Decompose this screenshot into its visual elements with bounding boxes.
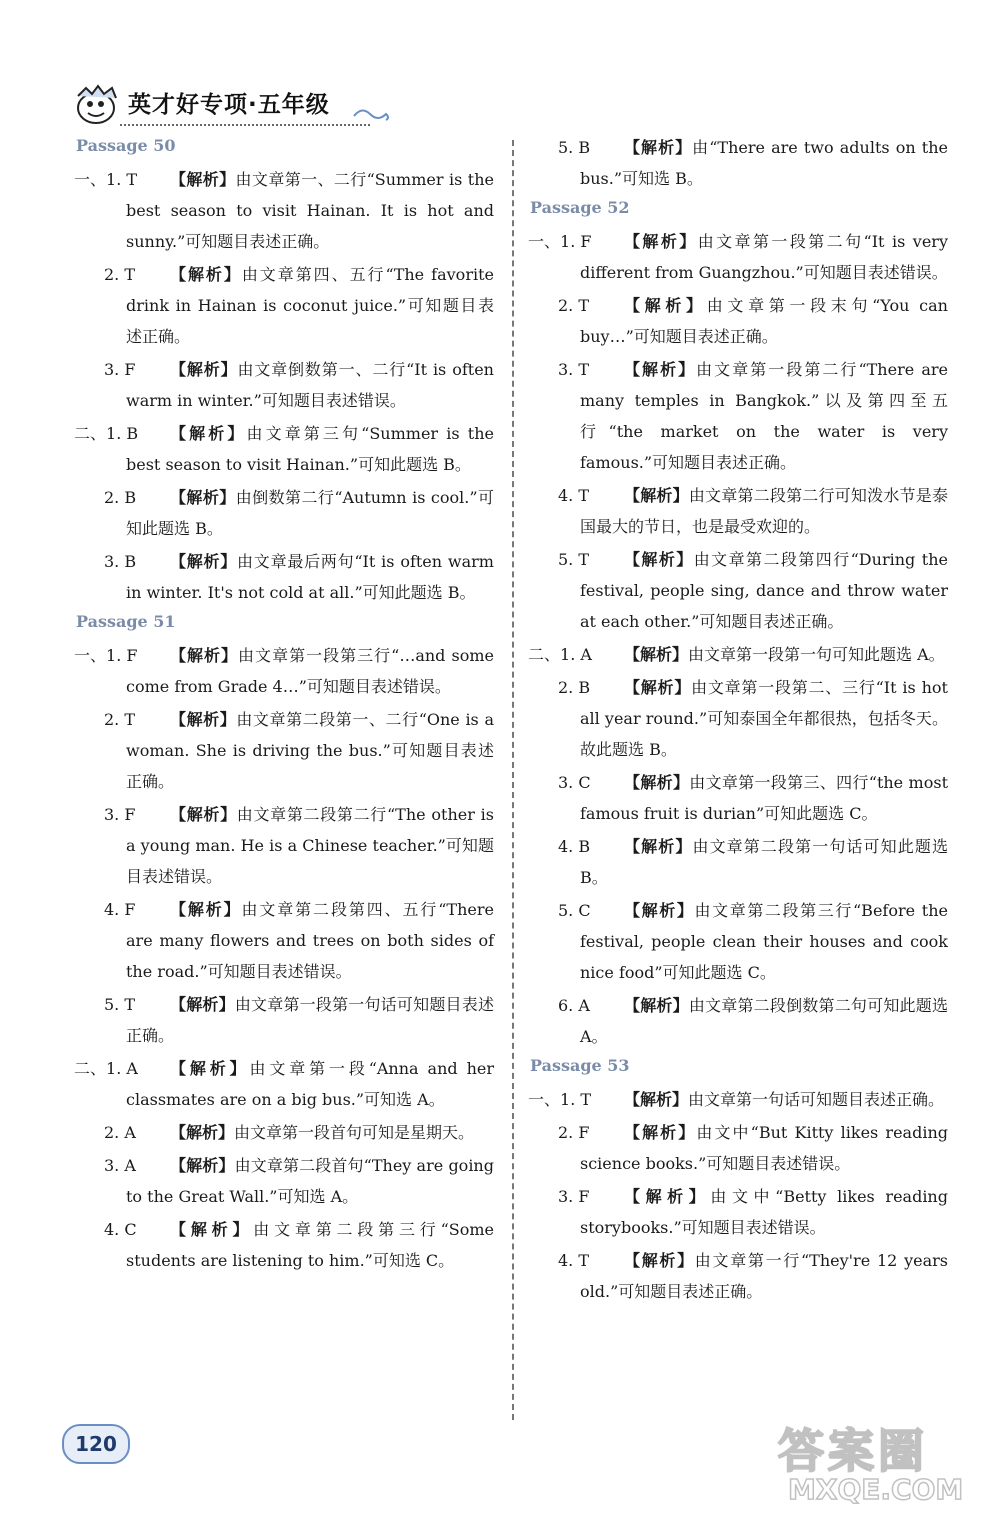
answer-key: 4. F bbox=[104, 900, 136, 919]
analysis-text: 由文章第一段第二句“It is very different from Guangzhou.”可知题目表述错误。 bbox=[580, 232, 948, 282]
analysis-text: 由文章第三句“Summer is the best season to visit Hainan.”可知此题选 B。 bbox=[126, 424, 494, 474]
analysis-tag: 【解析】 bbox=[170, 805, 237, 824]
watermark-chars: 答案圈 bbox=[778, 1424, 928, 1478]
answer-entry bbox=[74, 1150, 494, 1212]
answer-key: 1. T bbox=[106, 170, 138, 189]
analysis-tag: 【解析】 bbox=[624, 138, 693, 157]
analysis-tag: 【解析】 bbox=[170, 1220, 254, 1239]
section-marker: 一、 bbox=[528, 1090, 561, 1109]
answer-entry bbox=[74, 1117, 494, 1148]
answer-key: 6. A bbox=[558, 996, 590, 1015]
answer-entry bbox=[528, 672, 948, 765]
answer-entry bbox=[528, 1084, 948, 1115]
answer-entry bbox=[528, 544, 948, 637]
analysis-text: 由文章第一、二行“Summer is the best season to visit Hainan. It is hot and sunny.”可知题目表述正确。 bbox=[126, 170, 494, 251]
analysis-tag: 【解析】 bbox=[624, 996, 689, 1015]
answer-number bbox=[104, 989, 135, 1020]
analysis-tag: 【解析】 bbox=[624, 1187, 711, 1206]
analysis-tag: 【解析】 bbox=[624, 296, 707, 315]
analysis-tag: 【解析】 bbox=[624, 645, 689, 664]
answer-number bbox=[528, 639, 592, 670]
answer-entry bbox=[528, 1245, 948, 1307]
answer-number bbox=[558, 831, 590, 862]
answer-entry bbox=[74, 164, 494, 257]
section-marker: 一、 bbox=[528, 232, 561, 251]
answer-number bbox=[558, 767, 591, 798]
answer-entry bbox=[528, 290, 948, 352]
answer-entry bbox=[528, 1181, 948, 1243]
answer-number bbox=[104, 894, 135, 925]
answer-number bbox=[104, 799, 135, 830]
answer-number bbox=[558, 290, 589, 321]
analysis-tag: 【解析】 bbox=[170, 552, 238, 571]
analysis-tag: 【解析】 bbox=[624, 486, 689, 505]
analysis-text: 由文中“Betty likes reading storybooks.”可知题目表述错误。 bbox=[580, 1187, 948, 1237]
answer-entry bbox=[74, 354, 494, 416]
analysis-tag: 【解析】 bbox=[624, 837, 693, 856]
answer-number bbox=[74, 418, 138, 449]
answer-key: 1. F bbox=[560, 232, 592, 251]
answer-key: 2. B bbox=[104, 488, 137, 507]
analysis-tag: 【解析】 bbox=[170, 900, 242, 919]
analysis-tag: 【解析】 bbox=[624, 232, 698, 251]
analysis-tag: 【解析】 bbox=[170, 646, 239, 665]
analysis-tag: 【解析】 bbox=[624, 550, 694, 569]
answer-key: 3. F bbox=[104, 805, 136, 824]
passage-heading: Passage 50 bbox=[76, 136, 176, 155]
section-marker: 一、 bbox=[74, 170, 107, 189]
answer-entry bbox=[528, 226, 948, 288]
answer-entry bbox=[528, 480, 948, 542]
answer-entry bbox=[528, 639, 948, 670]
answer-number bbox=[558, 1245, 589, 1276]
answer-number bbox=[104, 354, 135, 385]
answer-entry bbox=[528, 767, 948, 829]
column-divider bbox=[512, 140, 514, 1420]
answer-key: 2. B bbox=[558, 678, 591, 697]
watermark-logo bbox=[778, 1415, 988, 1511]
answer-key: 3. F bbox=[104, 360, 136, 379]
analysis-text: 由文章第二段第四、五行“There are many flowers and trees on both sides of the road.”可知题目表述错误。 bbox=[126, 900, 494, 981]
answer-number bbox=[104, 1214, 137, 1245]
answer-number bbox=[528, 226, 591, 257]
answer-key: 4. T bbox=[558, 1251, 590, 1270]
answer-number bbox=[558, 990, 590, 1021]
answer-entry bbox=[74, 799, 494, 892]
analysis-tag: 【解析】 bbox=[624, 1090, 689, 1109]
answer-number bbox=[74, 1053, 138, 1084]
analysis-text: 由文章第一段第一句可知此题选 A。 bbox=[688, 645, 945, 664]
answer-key: 5. T bbox=[104, 995, 136, 1014]
answer-entry bbox=[74, 546, 494, 608]
analysis-text: 由文章第一段第三行“…and some come from Grade 4…”可知题目表述错误。 bbox=[126, 646, 494, 696]
answer-entry bbox=[74, 1214, 494, 1276]
answer-number bbox=[104, 546, 136, 577]
answer-number bbox=[104, 1150, 136, 1181]
answer-key: 1. T bbox=[560, 1090, 592, 1109]
analysis-tag: 【解析】 bbox=[170, 995, 235, 1014]
analysis-text: 由文章第二段倒数第二句可知此题选 A。 bbox=[580, 996, 948, 1046]
answer-key: 3. F bbox=[558, 1187, 590, 1206]
passage-heading: Passage 53 bbox=[530, 1056, 630, 1075]
analysis-text: 由文章第一段第二、三行“It is hot all year round.”可知泰国全年都很热，包括冬天。故此题选 B。 bbox=[580, 678, 948, 759]
passage-heading: Passage 52 bbox=[530, 198, 630, 217]
analysis-text: 由文章第二段第一句话可知此题选 B。 bbox=[580, 837, 948, 887]
answer-key: 4. B bbox=[558, 837, 591, 856]
answer-number bbox=[104, 259, 135, 290]
analysis-text: 由文章第一段第二行“There are many temples in Bangkok.”以及第四至五行“the market on the water is very famous.”可知题目表述正确。 bbox=[580, 360, 948, 472]
analysis-text: 由文章第二段第二行可知泼水节是泰国最大的节日，也是最受欢迎的。 bbox=[580, 486, 948, 536]
analysis-text: 由文章第一句话可知题目表述正确。 bbox=[688, 1090, 945, 1109]
analysis-text: 由“There are two adults on the bus.”可知选 B。 bbox=[580, 138, 948, 188]
section-marker: 二、 bbox=[528, 645, 561, 664]
analysis-text: 由文章第四、五行“The favorite drink in Hainan is coconut juice.”可知题目表述正确。 bbox=[126, 265, 494, 346]
watermark-site: MXQE.COM bbox=[788, 1473, 964, 1506]
answer-number bbox=[558, 672, 590, 703]
answer-number bbox=[104, 704, 135, 735]
answer-key: 5. T bbox=[558, 550, 590, 569]
answer-number bbox=[558, 544, 589, 575]
analysis-tag: 【解析】 bbox=[624, 360, 697, 379]
answer-key: 5. C bbox=[558, 901, 591, 920]
answer-entry bbox=[74, 418, 494, 480]
answer-key: 1. B bbox=[106, 424, 139, 443]
answer-key: 3. C bbox=[558, 773, 591, 792]
answer-key: 2. A bbox=[104, 1123, 136, 1142]
analysis-tag: 【解析】 bbox=[170, 424, 247, 443]
answer-key: 4. C bbox=[104, 1220, 137, 1239]
swirl-decoration-icon bbox=[352, 104, 392, 124]
analysis-tag: 【解析】 bbox=[624, 901, 695, 920]
mascot-logo-icon bbox=[70, 82, 122, 126]
analysis-text: 由文章第二段第三行“Some students are listening to him.”可知选 C。 bbox=[126, 1220, 494, 1270]
header-dotted-rule bbox=[120, 124, 370, 130]
answer-entry bbox=[74, 482, 494, 544]
analysis-tag: 【解析】 bbox=[624, 678, 692, 697]
answer-key: 2. T bbox=[558, 296, 590, 315]
analysis-tag: 【解析】 bbox=[624, 1251, 695, 1270]
answer-key: 5. B bbox=[558, 138, 591, 157]
answer-key: 3. A bbox=[104, 1156, 136, 1175]
analysis-text: 由文章第一段首句可知是星期天。 bbox=[234, 1123, 475, 1142]
answer-key: 2. F bbox=[558, 1123, 590, 1142]
answer-number bbox=[104, 482, 136, 513]
analysis-tag: 【解析】 bbox=[624, 773, 690, 792]
analysis-tag: 【解析】 bbox=[170, 1123, 235, 1142]
analysis-text: 由文章第一行“They're 12 years old.”可知题目表述正确。 bbox=[580, 1251, 948, 1301]
analysis-text: 由文章第一段第三、四行“the most famous fruit is durian”可知此题选 C。 bbox=[580, 773, 948, 823]
analysis-tag: 【解析】 bbox=[170, 1156, 235, 1175]
answer-entry bbox=[528, 990, 948, 1052]
answer-number bbox=[528, 1084, 591, 1115]
analysis-text: 由文章第二段首句“They are going to the Great Wall.”可知选 A。 bbox=[126, 1156, 494, 1206]
right-column bbox=[528, 132, 948, 1309]
answer-entry bbox=[528, 354, 948, 478]
answer-number bbox=[558, 354, 589, 385]
answer-key: 3. T bbox=[558, 360, 590, 379]
analysis-text: 由文章第二段第二行“The other is a young man. He is a Chinese teacher.”可知题目表述错误。 bbox=[126, 805, 494, 886]
answer-entry bbox=[528, 895, 948, 988]
answer-key: 2. T bbox=[104, 265, 136, 284]
answer-entry bbox=[528, 831, 948, 893]
answer-key: 1. A bbox=[560, 645, 592, 664]
analysis-tag: 【解析】 bbox=[170, 170, 236, 189]
analysis-tag: 【解析】 bbox=[170, 710, 237, 729]
answer-number bbox=[558, 132, 590, 163]
section-marker: 一、 bbox=[74, 646, 107, 665]
answer-entry bbox=[74, 704, 494, 797]
answer-key: 1. F bbox=[106, 646, 138, 665]
answer-entry bbox=[74, 989, 494, 1051]
answer-number bbox=[558, 895, 591, 926]
answer-number bbox=[74, 640, 137, 671]
passage-heading: Passage 51 bbox=[76, 612, 176, 631]
page-number: 120 bbox=[62, 1424, 130, 1464]
answer-number bbox=[74, 164, 137, 195]
analysis-text: 由倒数第二行“Autumn is cool.”可知此题选 B。 bbox=[126, 488, 494, 538]
answer-entry bbox=[74, 259, 494, 352]
answer-key: 3. B bbox=[104, 552, 137, 571]
answer-number bbox=[558, 480, 589, 511]
analysis-tag: 【解析】 bbox=[170, 488, 236, 507]
analysis-tag: 【解析】 bbox=[170, 360, 238, 379]
answer-key: 2. T bbox=[104, 710, 136, 729]
analysis-text: 由文章第二段第三行“Before the festival, people clean their houses and cook nice food”可知此题选 C。 bbox=[580, 901, 948, 982]
answer-entry bbox=[74, 894, 494, 987]
answer-number bbox=[558, 1117, 589, 1148]
header-title: 英才好专项·五年级 bbox=[128, 92, 330, 118]
answer-entry bbox=[74, 1053, 494, 1115]
analysis-text: 由文章第一段“Anna and her classmates are on a big bus.”可知选 A。 bbox=[126, 1059, 494, 1109]
answer-key: 4. T bbox=[558, 486, 590, 505]
analysis-text: 由文章最后两句“It is often warm in winter. It's not cold at all.”可知此题选 B。 bbox=[126, 552, 494, 602]
analysis-text: 由文中“But Kitty likes reading science books.”可知题目表述错误。 bbox=[580, 1123, 948, 1173]
analysis-text: 由文章第二段第一、二行“One is a woman. She is driving the bus.”可知题目表述正确。 bbox=[126, 710, 494, 791]
analysis-tag: 【解析】 bbox=[624, 1123, 697, 1142]
section-marker: 二、 bbox=[74, 424, 107, 443]
answer-number bbox=[104, 1117, 136, 1148]
analysis-tag: 【解析】 bbox=[170, 1059, 250, 1078]
section-marker: 二、 bbox=[74, 1059, 107, 1078]
analysis-text: 由文章第一段末句“You can buy…”可知题目表述正确。 bbox=[580, 296, 948, 346]
answer-entry bbox=[74, 640, 494, 702]
answer-key: 1. A bbox=[106, 1059, 138, 1078]
analysis-text: 由文章第二段第四行“During the festival, people sing, dance and throw water at each other.”可知题目表述正确。 bbox=[580, 550, 948, 631]
analysis-text: 由文章倒数第一、二行“It is often warm in winter.”可知题目表述错误。 bbox=[126, 360, 494, 410]
analysis-text: 由文章第一段第一句话可知题目表述正确。 bbox=[126, 995, 494, 1045]
analysis-tag: 【解析】 bbox=[170, 265, 242, 284]
answer-entry bbox=[528, 1117, 948, 1179]
answer-number bbox=[558, 1181, 589, 1212]
answer-entry bbox=[528, 132, 948, 194]
left-column bbox=[74, 132, 494, 1278]
